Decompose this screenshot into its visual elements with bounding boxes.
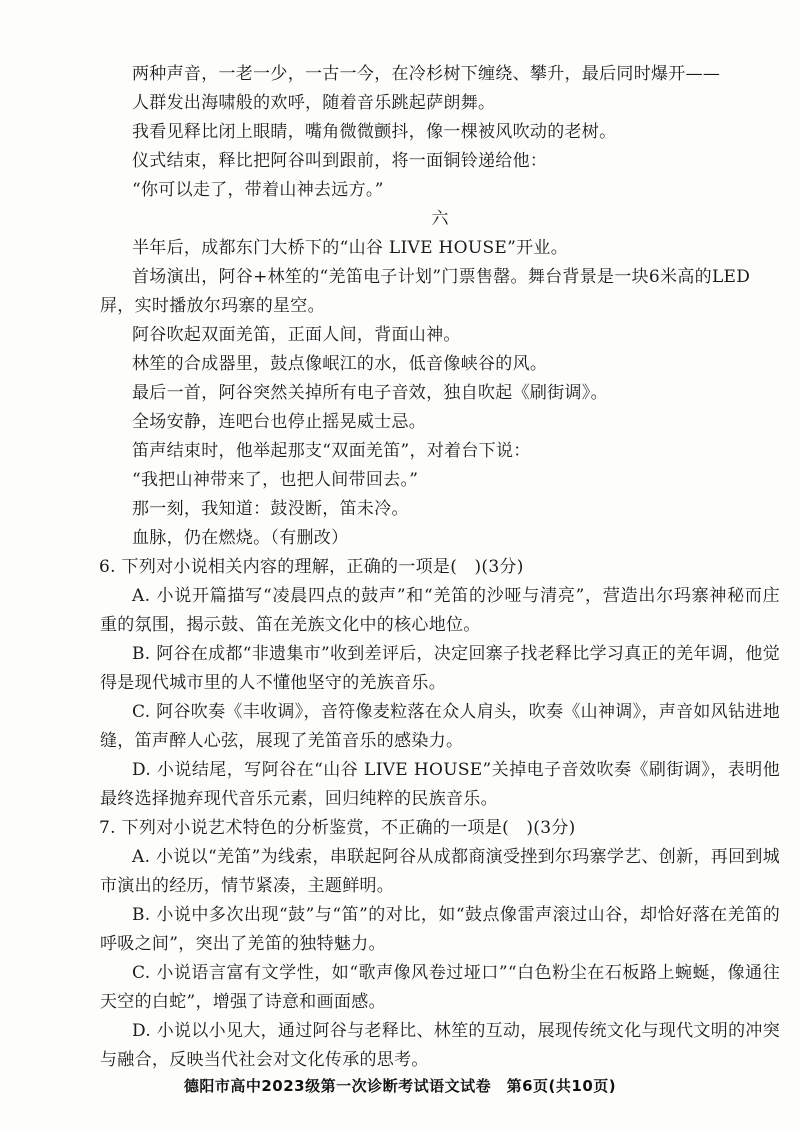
story-paragraph: 两种声音，一老一少，一古一今，在冷杉树下缠绕、攀升，最后同时爆开—— bbox=[132, 64, 721, 84]
story-paragraph: 首场演出，阿谷+林笙的“羌笛电子计划”门票售罄。舞台背景是一块6米高的LED屏，实时播放尔玛寨的星空。 bbox=[100, 267, 751, 316]
story-quote: “我把山神带来了，也把人间带回去。” bbox=[132, 470, 419, 490]
story-paragraph: 我看见释比闭上眼睛，嘴角微微颤抖，像一棵被风吹动的老树。 bbox=[132, 122, 617, 142]
story-paragraph: 阿谷吹起双面羌笛，正面人间，背面山神。 bbox=[132, 325, 461, 345]
question-option-b: B. 阿谷在成都“非遗集市”收到差评后，决定回寨子找老释比学习真正的羌年调，他觉得是现代城市里的人不懂他坚守的羌族音乐。 bbox=[100, 644, 780, 693]
story-paragraph: 半年后，成都东门大桥下的“山谷 LIVE HOUSE”开业。 bbox=[132, 238, 569, 258]
story-paragraph: 笛声结束时，他举起那支“双面羌笛”，对着台下说： bbox=[132, 441, 531, 461]
story-part5-tail bbox=[100, 60, 780, 205]
question-option-a: A. 小说以“羌笛”为线索，串联起阿谷从成都商演受挫到尔玛寨学艺、创新，再回到城市演出的经历，情节紧凑，主题鲜明。 bbox=[100, 847, 780, 896]
question-6 bbox=[100, 553, 780, 814]
question-stem: 7. 下列对小说艺术特色的分析鉴赏，不正确的一项是( )(3分) bbox=[99, 818, 576, 838]
story-part6 bbox=[100, 234, 780, 553]
story-paragraph: 人群发出海啸般的欢呼，随着音乐跳起萨朗舞。 bbox=[132, 93, 496, 113]
question-stem: 6. 下列对小说相关内容的理解，正确的一项是( )(3分) bbox=[99, 557, 524, 577]
section-heading: 六 bbox=[431, 209, 449, 229]
story-paragraph: 那一刻，我知道：鼓没断，笛未冷。 bbox=[132, 499, 409, 519]
question-7 bbox=[100, 814, 780, 1075]
page-content bbox=[100, 60, 780, 1075]
question-option-a: A. 小说开篇描写“凌晨四点的鼓声”和“羌笛的沙哑与清亮”，营造出尔玛寨神秘而庄重的氛围，揭示鼓、笛在羌族文化中的核心地位。 bbox=[100, 586, 780, 635]
question-option-d: D. 小说以小见大，通过阿谷与老释比、林笙的互动，展现传统文化与现代文明的冲突与融合，反映当代社会对文化传承的思考。 bbox=[100, 1021, 780, 1070]
story-paragraph: 全场安静，连吧台也停止摇晃威士忌。 bbox=[132, 412, 427, 432]
question-option-b: B. 小说中多次出现“鼓”与“笛”的对比，如“鼓点像雷声滚过山谷，却恰好落在羌笛的呼吸之间”，突出了羌笛的独特魅力。 bbox=[100, 905, 780, 954]
story-quote: “你可以走了，带着山神去远方。” bbox=[132, 180, 384, 200]
story-paragraph: 林笙的合成器里，鼓点像岷江的水，低音像峡谷的风。 bbox=[132, 354, 548, 374]
page-footer: 德阳市高中2023级第一次诊断考试语文试卷 第6页(共10页) bbox=[183, 1077, 617, 1095]
question-option-c: C. 阿谷吹奏《丰收调》，音符像麦粒落在众人肩头，吹奏《山神调》，声音如风钻进地缝，笛声醉人心弦，展现了羌笛音乐的感染力。 bbox=[100, 702, 780, 751]
question-option-c: C. 小说语言富有文学性，如“歌声像风卷过垭口”“白色粉尘在石板路上蜿蜒，像通往天空的白蛇”，增强了诗意和画面感。 bbox=[100, 963, 780, 1012]
story-paragraph: 血脉，仍在燃烧。（有删改） bbox=[132, 528, 349, 548]
question-option-d: D. 小说结尾，写阿谷在“山谷 LIVE HOUSE”关掉电子音效吹奏《刷街调》，表明他最终选择抛弃现代音乐元素，回归纯粹的民族音乐。 bbox=[100, 760, 780, 809]
story-paragraph: 最后一首，阿谷突然关掉所有电子音效，独自吹起《刷街调》。 bbox=[132, 383, 608, 403]
story-paragraph: 仪式结束，释比把阿谷叫到跟前，将一面铜铃递给他： bbox=[132, 151, 548, 171]
